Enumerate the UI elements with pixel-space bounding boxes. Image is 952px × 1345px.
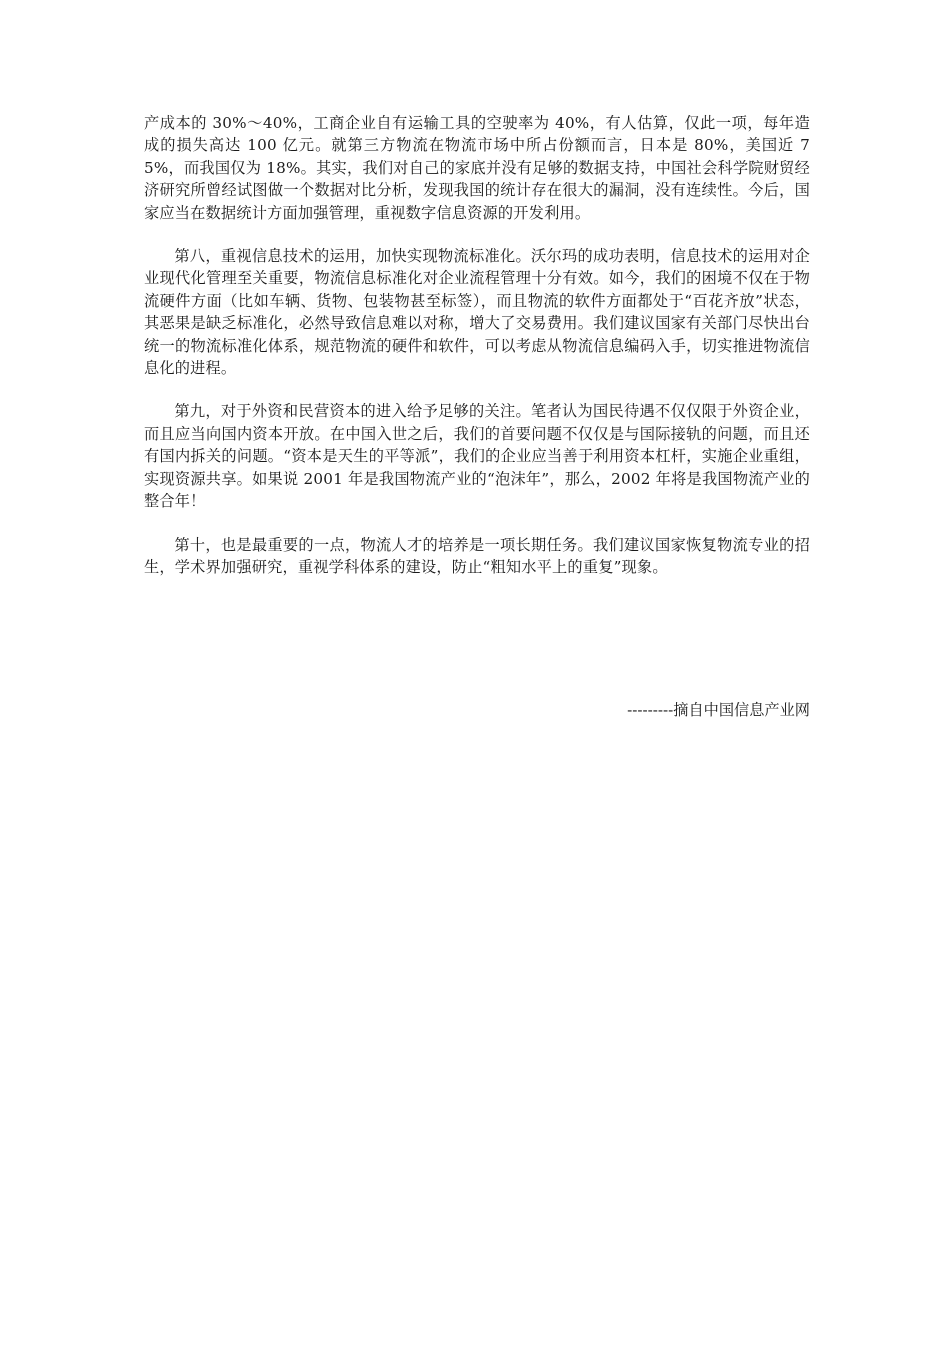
document-page [144,112,810,719]
paragraph-point-eight: 第八，重视信息技术的运用，加快实现物流标准化。沃尔玛的成功表明，信息技术的运用对企业现代化管理至关重要，物流信息标准化对企业流程管理十分有效。如今，我们的困境不仅在于物流硬件方面（比如车辆、货物、包装物甚至标签），而且物流的软件方面都处于“百花齐放”状态，其恶果是缺乏标准化，必然导致信息难以对称，增大了交易费用。我们建议国家有关部门尽快出台统一的物流标准化体系，规范物流的硬件和软件，可以考虑从物流信息编码入手，切实推进物流信息化的进程。 [144,247,810,378]
paragraph-continuation: 产成本的 30%～40%，工商企业自有运输工具的空驶率为 40%，有人估算，仅此一项，每年造成的损失高达 100 亿元。就第三方物流在物流市场中所占份额而言，日本是 80%，美国近 75%，而我国仅为 18%。其实，我们对自己的家底并没有足够的数据支持，中国社会科学院财贸经济研究所曾经试图做一个数据对比分析，发现我国的统计存在很大的漏洞，没有连续性。今后，国家应当在数据统计方面加强管理，重视数字信息资源的开发利用。 [144,114,810,222]
paragraph-point-nine: 第九，对于外资和民营资本的进入给予足够的关注。笔者认为国民待遇不仅仅限于外资企业，而且应当向国内资本开放。在中国入世之后，我们的首要问题不仅仅是与国际接轨的问题，而且还有国内拆关的问题。“资本是天生的平等派”，我们的企业应当善于利用资本杠杆，实施企业重组，实现资源共享。如果说 2001 年是我国物流产业的“泡沫年”，那么，2002 年将是我国物流产业的整合年！ [144,402,810,511]
paragraph-point-ten: 第十，也是最重要的一点，物流人才的培养是一项长期任务。我们建议国家恢复物流专业的招生，学术界加强研究，重视学科体系的建设，防止“粗知水平上的重复”现象。 [144,535,810,576]
source-attribution: ---------摘自中国信息产业网 [627,701,810,719]
